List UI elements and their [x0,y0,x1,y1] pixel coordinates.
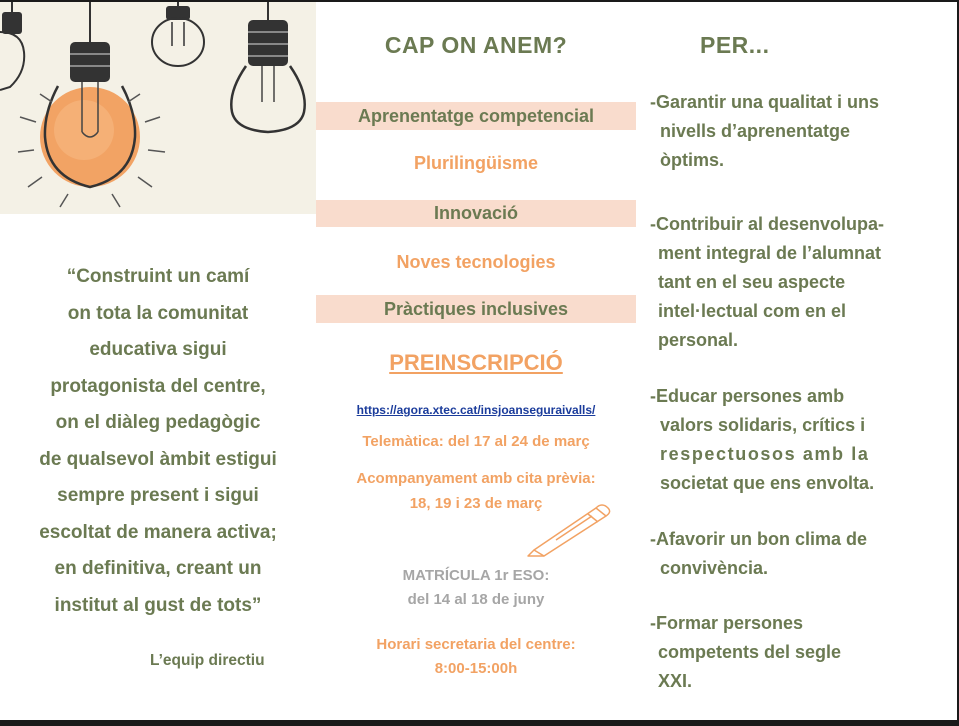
goal-line: XXI. [658,671,693,691]
preinscription-link[interactable]: https://agora.xtec.cat/insjoanseguraivalls/ [356,403,596,417]
goal-line: -Contribuir al desenvolupa- [650,214,885,234]
appointment-dates: 18, 19 i 23 de març [409,495,543,512]
lightbulb-icon [0,2,316,214]
preinscription-heading: PREINSCRIPCIÓ [389,350,563,375]
quote-line: protagonista del centre, [50,375,266,397]
goal-line: -Garantir una qualitat i uns [650,92,880,112]
office-hours: 8:00-15:00h [434,660,518,677]
office-hours-label: Horari secretaria del centre: [376,636,576,653]
theme-item: Innovació [316,200,636,227]
lightbulbs-illustration [0,2,316,214]
enrollment-label: MATRÍCULA 1r ESO: [402,567,550,584]
quote-line: en definitiva, creant un [54,558,262,579]
quote-line: educativa sigui [89,339,227,360]
enrollment-dates: del 14 al 18 de juny [407,591,545,608]
goal-line: valors solidaris, crítics i [660,415,866,435]
goal-line: -Afavorir un bon clima de [650,529,868,549]
brochure-page [0,2,957,720]
goal-line: personal. [658,330,739,350]
goal-line: respectuosos amb la [660,444,870,464]
goal-line: competents del segle [658,642,842,662]
goal-item [650,88,940,175]
goal-line: -Educar persones amb [650,386,845,406]
goal-line: òptims. [660,150,725,170]
quote-line: on el diàleg pedagògic [55,412,261,433]
theme-item: Noves tecnologies [396,252,556,272]
quote-line: escoltat de manera activa; [39,521,277,543]
right-column-title: PER... [700,32,770,58]
theme-item: Aprenentatge competencial [316,102,636,130]
goal-item [650,609,940,696]
goal-line: societat que ens envolta. [660,473,875,493]
goal-line: intel·lectual com en el [658,301,847,321]
theme-item: Pràctiques inclusives [316,295,636,323]
goal-item [650,210,940,355]
quote-line: sempre present i sigui [57,485,259,506]
goal-item [650,382,940,498]
mission-quote [8,259,308,624]
goal-line: convivència. [660,558,769,578]
goal-line: -Formar persones [650,613,804,633]
middle-column-title: CAP ON ANEM? [384,32,568,58]
quote-line: “Construint un camí [66,266,250,287]
goal-item [650,525,940,583]
quote-line: institut al gust de tots” [54,594,262,616]
theme-item: Plurilingüisme [413,153,539,173]
pen-icon [526,500,614,558]
quote-line: on tota la comunitat [67,302,249,324]
goal-line: tant en el seu aspecte [658,272,846,292]
goal-line: ment integral de l’alumnat [658,243,882,263]
quote-signature: L’equip directiu [150,652,265,669]
online-preinscription-dates: Telemàtica: del 17 al 24 de març [362,433,590,450]
goal-line: nivells d’aprenentatge [660,121,851,141]
quote-line: de qualsevol àmbit estigui [39,448,277,470]
appointment-label: Acompanyament amb cita prèvia: [356,470,596,487]
